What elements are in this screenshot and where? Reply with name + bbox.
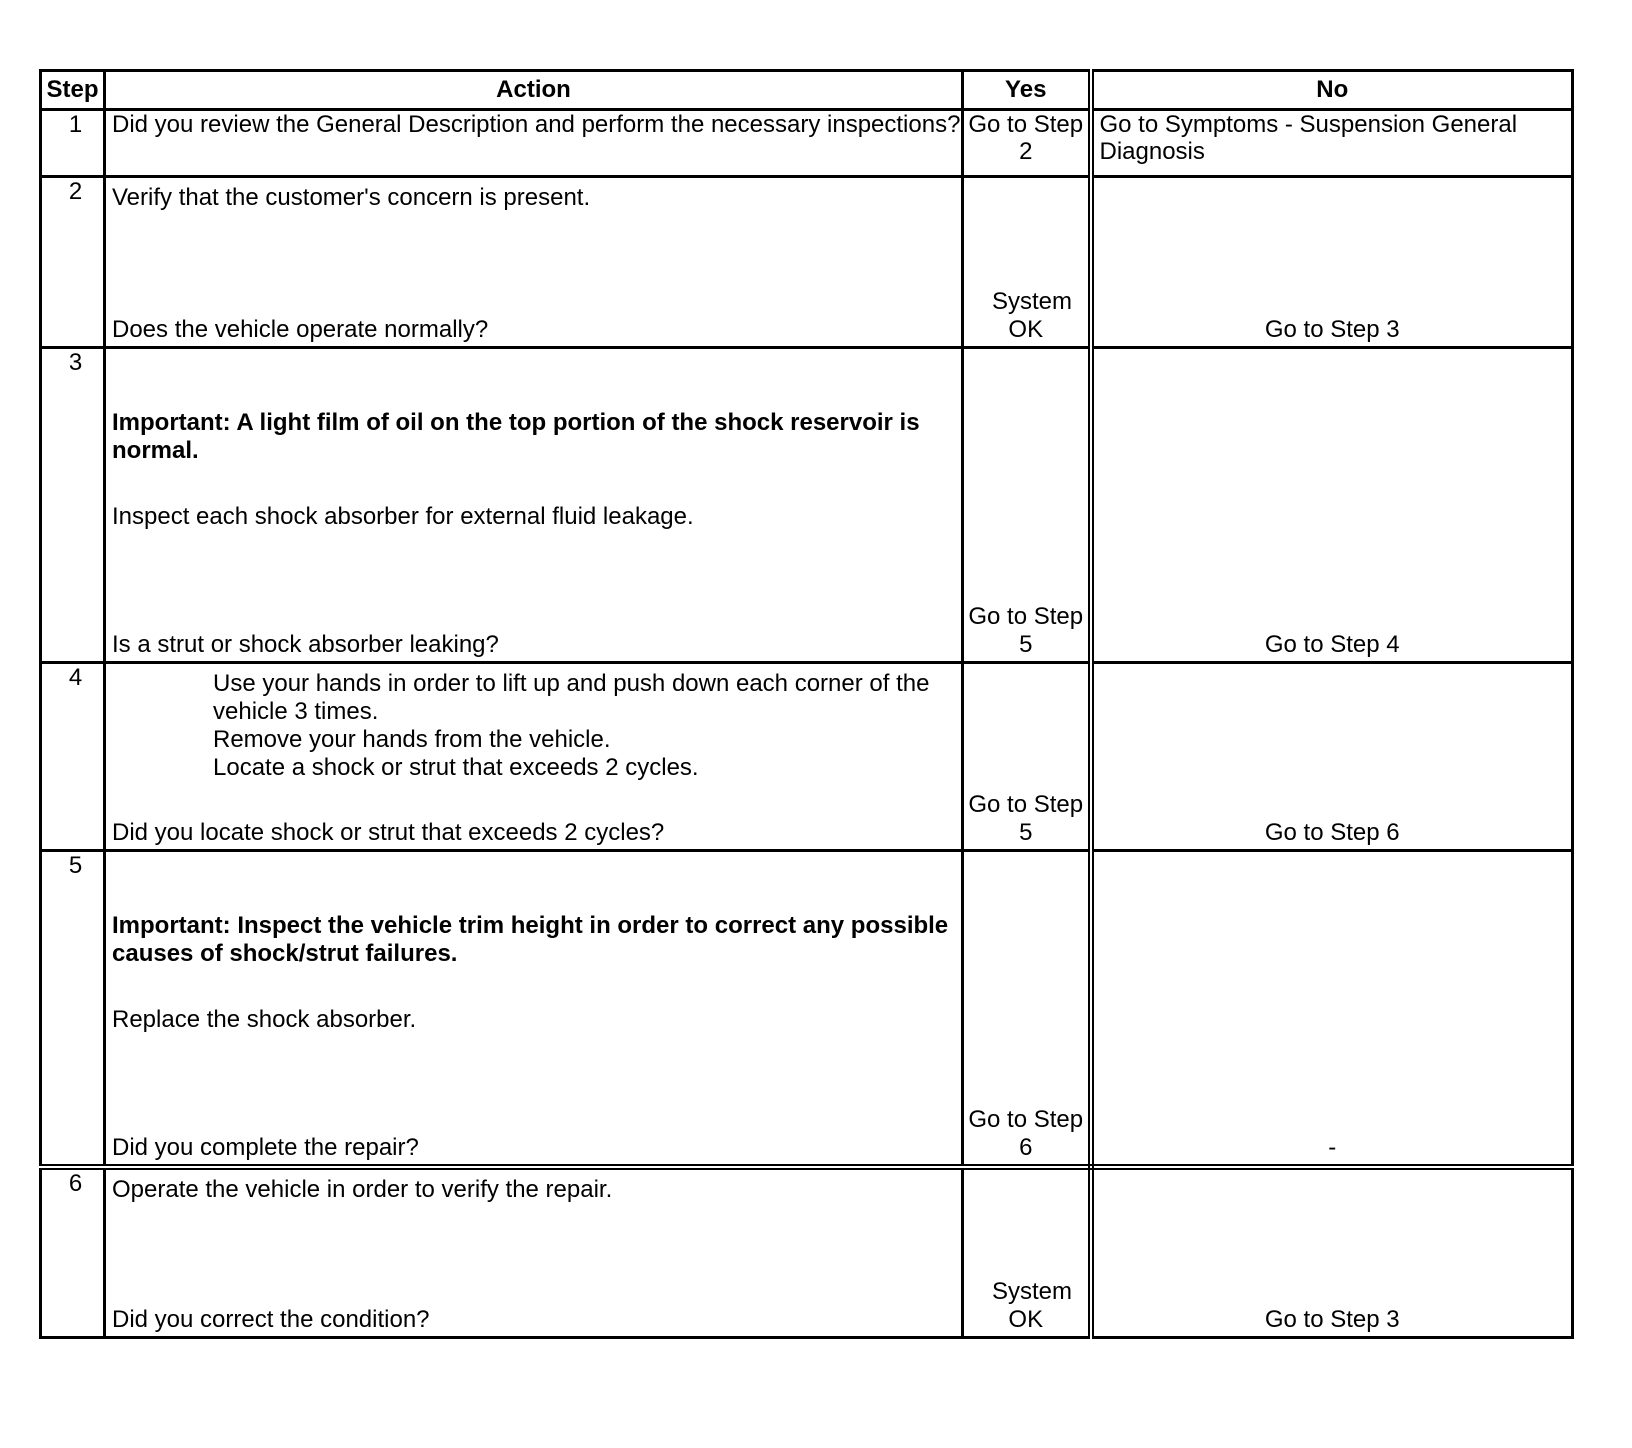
- no-text: Go to Symptoms - Suspension General Diagnosis: [1099, 111, 1518, 165]
- substep-item: Remove your hands from the vehicle.: [213, 726, 611, 753]
- table-row: [41, 851, 1573, 1168]
- step-number: 6: [41, 1167, 105, 1338]
- no-cell: [1091, 348, 1573, 663]
- action-text: Operate the vehicle in order to verify the repair.: [112, 1176, 613, 1203]
- yes-text: Go to Step 5: [968, 791, 1084, 846]
- header-no: No: [1091, 71, 1573, 110]
- yes-text: System OK: [992, 1278, 1073, 1333]
- no-cell: [1091, 851, 1573, 1168]
- no-text: -: [1328, 1134, 1337, 1161]
- substep-item: Locate a shock or strut that exceeds 2 cycles.: [213, 754, 699, 781]
- action-cell: [105, 177, 963, 348]
- yes-text: Go to Step 2: [968, 111, 1084, 165]
- action-cell: [105, 851, 963, 1168]
- header-yes: Yes: [963, 71, 1091, 110]
- no-cell: [1091, 663, 1573, 851]
- question-text: Does the vehicle operate normally?: [112, 316, 489, 343]
- no-cell: [1091, 177, 1573, 348]
- question-text: Did you locate shock or strut that exceeds 2 cycles?: [112, 819, 665, 846]
- table-row: [41, 1167, 1573, 1338]
- step-number: 2: [41, 177, 105, 348]
- diagnostic-table: [39, 69, 1574, 1339]
- yes-cell: [963, 663, 1091, 851]
- table-row: [41, 663, 1573, 851]
- yes-cell: [963, 348, 1091, 663]
- header-step: Step: [41, 71, 105, 110]
- step-number: 3: [41, 348, 105, 663]
- no-cell: [1091, 1167, 1573, 1338]
- no-text: Go to Step 4: [1264, 631, 1400, 658]
- no-text: Go to Step 6: [1264, 819, 1400, 846]
- no-text: Go to Step 3: [1264, 316, 1400, 343]
- step-number: 4: [41, 663, 105, 851]
- question-text: Did you correct the condition?: [112, 1306, 430, 1333]
- yes-text: System OK: [992, 288, 1073, 343]
- question-text: Is a strut or shock absorber leaking?: [112, 631, 499, 658]
- table-row: [41, 348, 1573, 663]
- substep-item: Use your hands in order to lift up and push down each corner of the vehicle 3 times.: [213, 670, 930, 725]
- step-number: 5: [41, 851, 105, 1168]
- yes-text: Go to Step 5: [968, 603, 1084, 658]
- table-row: [41, 110, 1573, 177]
- yes-cell: [963, 851, 1091, 1168]
- no-cell: [1091, 110, 1573, 177]
- yes-text: Go to Step 6: [968, 1106, 1084, 1161]
- no-text: Go to Step 3: [1264, 1306, 1400, 1333]
- question-text: Did you complete the repair?: [112, 1134, 419, 1161]
- important-note: Important: Inspect the vehicle trim height in order to correct any possible causes of shock/strut failures.: [112, 912, 949, 967]
- yes-cell: [963, 177, 1091, 348]
- action-text: Verify that the customer's concern is present.: [112, 184, 591, 211]
- step-number: 1: [41, 110, 105, 177]
- header-row: [41, 71, 1573, 110]
- action-text: Did you review the General Description and perform the necessary inspections?: [112, 111, 961, 138]
- yes-cell: [963, 110, 1091, 177]
- action-text: Replace the shock absorber.: [112, 1006, 417, 1033]
- action-cell: [105, 348, 963, 663]
- yes-cell: [963, 1167, 1091, 1338]
- table-row: [41, 177, 1573, 348]
- action-cell: [105, 110, 963, 177]
- header-action: Action: [105, 71, 963, 110]
- action-cell: [105, 1167, 963, 1338]
- action-cell: [105, 663, 963, 851]
- action-text: Inspect each shock absorber for external fluid leakage.: [112, 503, 694, 530]
- important-note: Important: A light film of oil on the top portion of the shock reservoir is normal.: [112, 409, 920, 464]
